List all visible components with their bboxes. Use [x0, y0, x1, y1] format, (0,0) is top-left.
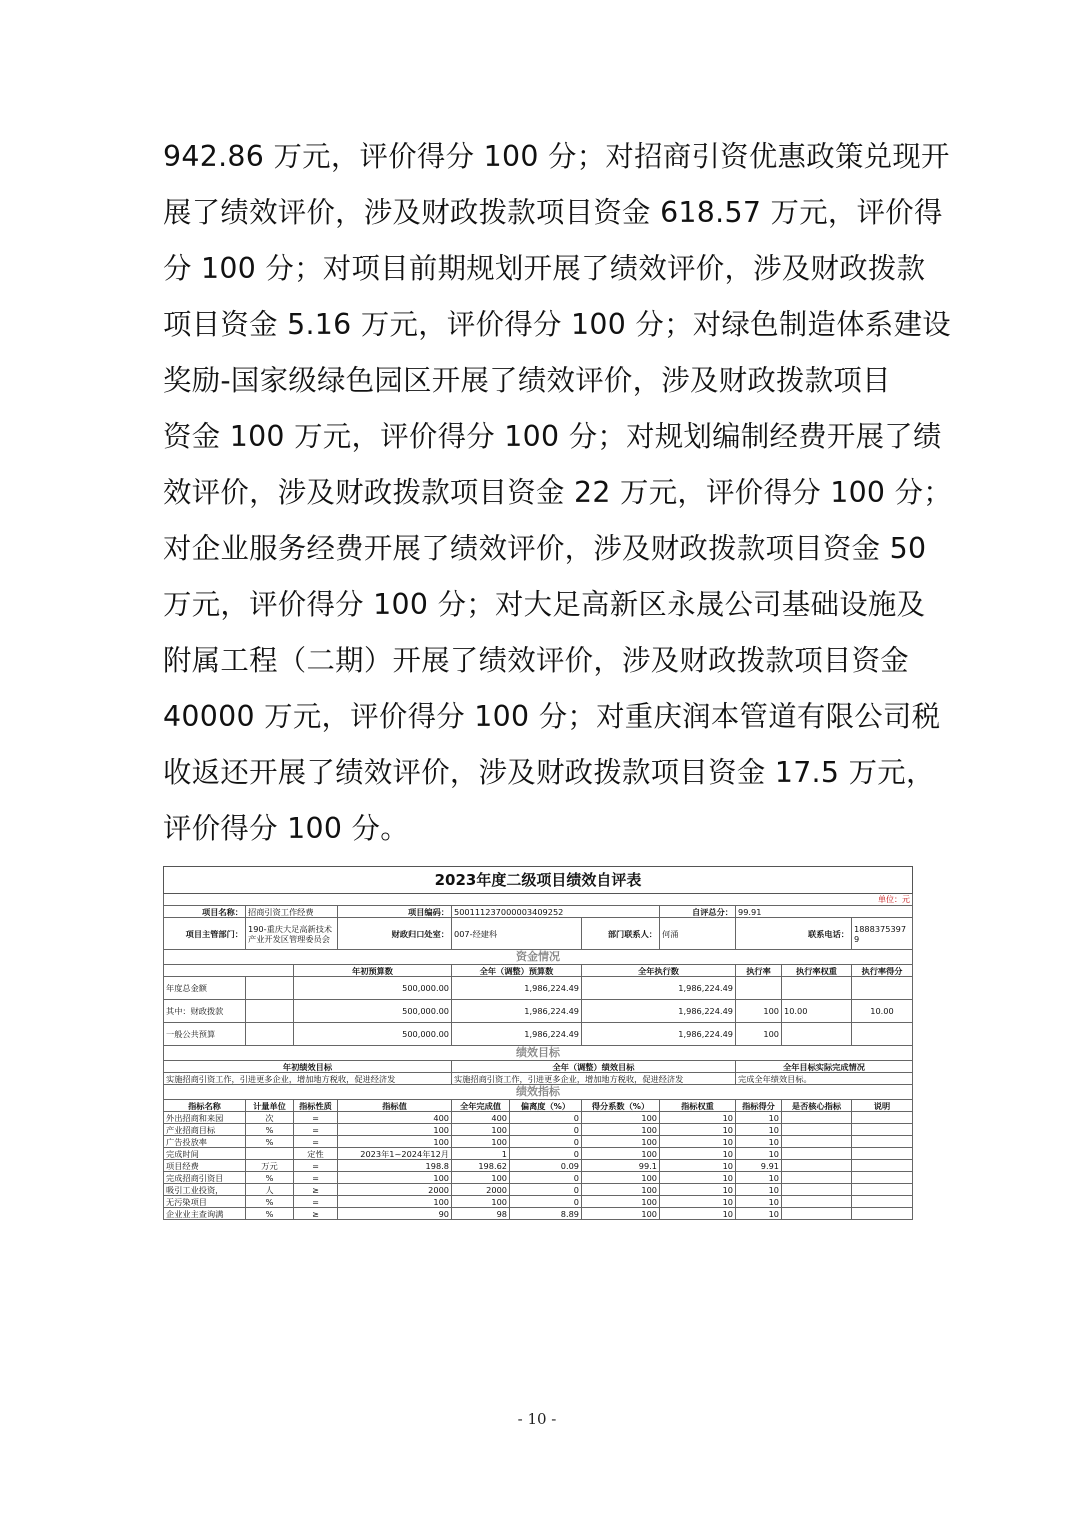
- indicator-cell: =: [294, 1160, 338, 1172]
- ind-header: 得分系数（%）: [582, 1100, 660, 1112]
- indicator-cell: 10: [660, 1208, 736, 1220]
- paragraph-line: 资金 100 万元，评价得分 100 分；对规划编制经费开展了绩: [163, 420, 942, 453]
- indicator-cell: [782, 1136, 852, 1148]
- funds-executed: 1,986,224.49: [582, 977, 736, 1000]
- indicator-cell: [782, 1196, 852, 1208]
- indicators-header-row: [164, 1100, 913, 1112]
- indicator-cell: [782, 1172, 852, 1184]
- indicator-cell: 100: [582, 1172, 660, 1184]
- indicator-cell: 0: [510, 1136, 582, 1148]
- page-number: - 10 -: [517, 1410, 557, 1428]
- indicator-cell: 完成招商引资目: [164, 1172, 246, 1184]
- ind-header: 指标性质: [294, 1100, 338, 1112]
- indicator-cell: [852, 1112, 913, 1124]
- indicator-cell: [782, 1148, 852, 1160]
- indicator-cell: 10: [660, 1160, 736, 1172]
- indicator-cell: 2000: [452, 1184, 510, 1196]
- phone-value: 18883753979: [852, 918, 913, 950]
- indicator-cell: 2023年1~2024年12月: [338, 1148, 452, 1160]
- indicator-cell: 0: [510, 1196, 582, 1208]
- project-name-value: 招商引资工作经费: [246, 906, 338, 918]
- dept-row: [164, 918, 913, 950]
- indicator-row: [164, 1136, 913, 1148]
- ind-header: 计量单位: [246, 1100, 294, 1112]
- indicator-cell: 100: [582, 1208, 660, 1220]
- funds-initial: 500,000.00: [294, 1000, 452, 1023]
- indicator-cell: 100: [452, 1124, 510, 1136]
- indicator-cell: 无污染项目: [164, 1196, 246, 1208]
- funds-executed: 1,986,224.49: [582, 1023, 736, 1046]
- ind-header: 指标值: [338, 1100, 452, 1112]
- indicator-cell: %: [246, 1208, 294, 1220]
- self-evaluation-table: [163, 866, 913, 1220]
- indicator-cell: 人: [246, 1184, 294, 1196]
- indicator-cell: ≥: [294, 1184, 338, 1196]
- indicator-cell: 项目经费: [164, 1160, 246, 1172]
- funds-adjusted: 1,986,224.49: [452, 1000, 582, 1023]
- funds-row: [164, 1000, 913, 1023]
- info-row: [164, 906, 913, 918]
- indicator-cell: [852, 1148, 913, 1160]
- indicator-cell: [852, 1136, 913, 1148]
- indicator-cell: 400: [338, 1112, 452, 1124]
- indicator-cell: 100: [338, 1196, 452, 1208]
- project-name-label: 项目名称：: [164, 906, 246, 918]
- paragraph-line: 收返还开展了绩效评价，涉及财政拨款项目资金 17.5 万元，: [163, 756, 935, 789]
- indicator-cell: 100: [452, 1172, 510, 1184]
- indicator-cell: 10: [660, 1184, 736, 1196]
- finance-label: 财政归口处室：: [338, 918, 452, 950]
- indicator-cell: [852, 1184, 913, 1196]
- indicator-cell: [782, 1160, 852, 1172]
- dept-label: 项目主管部门：: [164, 918, 246, 950]
- indicator-cell: 98: [452, 1208, 510, 1220]
- indicator-cell: ≥: [294, 1208, 338, 1220]
- indicator-row: [164, 1196, 913, 1208]
- indicator-cell: 1: [452, 1148, 510, 1160]
- goals-header: 全年目标实际完成情况: [736, 1061, 913, 1073]
- indicator-cell: 广告投放率: [164, 1136, 246, 1148]
- indicator-cell: [852, 1172, 913, 1184]
- indicator-cell: [782, 1208, 852, 1220]
- funds-header: 执行率: [736, 965, 782, 977]
- indicator-cell: %: [246, 1124, 294, 1136]
- funds-score: [852, 977, 913, 1000]
- paragraph-line: 项目资金 5.16 万元，评价得分 100 分；对绿色制造体系建设: [163, 308, 951, 341]
- indicator-cell: 10: [736, 1172, 782, 1184]
- indicator-cell: [782, 1124, 852, 1136]
- goals-value-row: [164, 1073, 913, 1085]
- contact-value: 何涌: [660, 918, 736, 950]
- paragraph-line: 附属工程（二期）开展了绩效评价，涉及财政拨款项目资金: [163, 644, 909, 677]
- indicator-cell: 9.91: [736, 1160, 782, 1172]
- indicator-row: [164, 1124, 913, 1136]
- indicator-cell: 100: [582, 1148, 660, 1160]
- indicator-cell: 100: [582, 1112, 660, 1124]
- indicator-cell: 10: [736, 1124, 782, 1136]
- funds-adjusted: 1,986,224.49: [452, 1023, 582, 1046]
- indicator-cell: 吸引工业投资，: [164, 1184, 246, 1196]
- finance-value: 007-经建科: [452, 918, 582, 950]
- indicator-cell: 定性: [294, 1148, 338, 1160]
- indicator-cell: 10: [660, 1124, 736, 1136]
- funds-weight: [782, 977, 852, 1000]
- indicator-cell: 90: [338, 1208, 452, 1220]
- paragraph-line: 评价得分 100 分。: [163, 812, 409, 845]
- indicator-row: [164, 1208, 913, 1220]
- paragraph-line: 942.86 万元，评价得分 100 分；对招商引资优惠政策兑现开: [163, 140, 950, 173]
- indicator-cell: 0.09: [510, 1160, 582, 1172]
- indicator-row: [164, 1184, 913, 1196]
- goal-value: 完成全年绩效目标。: [736, 1073, 913, 1085]
- indicator-row: [164, 1148, 913, 1160]
- indicator-cell: %: [246, 1196, 294, 1208]
- indicator-cell: 10: [736, 1196, 782, 1208]
- funds-row: [164, 1023, 913, 1046]
- indicator-cell: 10: [736, 1136, 782, 1148]
- indicator-cell: =: [294, 1112, 338, 1124]
- funds-rate: 100: [736, 1023, 782, 1046]
- goal-value: 实施招商引资工作，引进更多企业，增加地方税收，促进经济发: [452, 1073, 736, 1085]
- self-score-value: 99.91: [736, 906, 913, 918]
- table-title: 2023年度二级项目绩效自评表: [164, 867, 913, 894]
- indicator-cell: 0: [510, 1184, 582, 1196]
- funds-score: [852, 1023, 913, 1046]
- indicators-body: [164, 1112, 913, 1220]
- funds-header: 执行率得分: [852, 965, 913, 977]
- ind-header: 偏离度（%）: [510, 1100, 582, 1112]
- indicator-cell: 99.1: [582, 1160, 660, 1172]
- paragraph-line: 40000 万元，评价得分 100 分；对重庆润本管道有限公司税: [163, 700, 941, 733]
- dept-value: 190-重庆大足高新技术产业开发区管理委员会: [246, 918, 338, 950]
- indicator-cell: 100: [452, 1136, 510, 1148]
- funds-row: [164, 977, 913, 1000]
- indicator-cell: 100: [452, 1196, 510, 1208]
- goal-value: 实施招商引资工作，引进更多企业，增加地方税收，促进经济发: [164, 1073, 452, 1085]
- indicator-cell: 10: [736, 1112, 782, 1124]
- indicator-cell: [852, 1160, 913, 1172]
- phone-label: 联系电话：: [736, 918, 852, 950]
- goals-header: 年初绩效目标: [164, 1061, 452, 1073]
- funds-section-header: 资金情况: [164, 950, 913, 965]
- indicator-cell: 100: [582, 1136, 660, 1148]
- indicator-row: [164, 1172, 913, 1184]
- indicator-cell: %: [246, 1172, 294, 1184]
- paragraph-line: 万元，评价得分 100 分；对大足高新区永晟公司基础设施及: [163, 588, 926, 621]
- funds-weight: [782, 1023, 852, 1046]
- funds-header: 全年（调整）预算数: [452, 965, 582, 977]
- indicator-cell: 10: [660, 1172, 736, 1184]
- indicator-cell: 198.62: [452, 1160, 510, 1172]
- indicator-cell: 0: [510, 1124, 582, 1136]
- indicator-cell: 100: [582, 1184, 660, 1196]
- paragraph-line: 奖励-国家级绿色园区开展了绩效评价，涉及财政拨款项目: [163, 364, 891, 397]
- funds-initial: 500,000.00: [294, 1023, 452, 1046]
- ind-header: 指标权重: [660, 1100, 736, 1112]
- indicator-cell: 100: [338, 1172, 452, 1184]
- indicator-cell: [782, 1184, 852, 1196]
- indicator-cell: [782, 1112, 852, 1124]
- self-score-label: 自评总分：: [660, 906, 736, 918]
- project-code-value: 500111237000003409252: [452, 906, 660, 918]
- body-paragraph: [163, 129, 952, 857]
- indicator-cell: 10: [660, 1136, 736, 1148]
- indicator-cell: 10: [736, 1208, 782, 1220]
- indicator-cell: =: [294, 1136, 338, 1148]
- indicator-cell: 10: [736, 1148, 782, 1160]
- paragraph-line: 展了绩效评价，涉及财政拨款项目资金 618.57 万元，评价得: [163, 196, 943, 229]
- funds-initial: 500,000.00: [294, 977, 452, 1000]
- funds-header: 年初预算数: [294, 965, 452, 977]
- goals-header-row: [164, 1061, 913, 1073]
- indicator-cell: 外出招商和来园: [164, 1112, 246, 1124]
- funds-header: 执行率权重: [782, 965, 852, 977]
- funds-row-label: 年度总金额: [164, 977, 246, 1000]
- indicator-cell: 0: [510, 1112, 582, 1124]
- indicator-cell: =: [294, 1196, 338, 1208]
- indicator-cell: 10: [660, 1148, 736, 1160]
- indicator-cell: [246, 1148, 294, 1160]
- funds-adjusted: 1,986,224.49: [452, 977, 582, 1000]
- ind-header: 指标得分: [736, 1100, 782, 1112]
- ind-header: 指标名称: [164, 1100, 246, 1112]
- indicator-cell: [852, 1208, 913, 1220]
- contact-label: 部门联系人：: [582, 918, 660, 950]
- paragraph-line: 效评价，涉及财政拨款项目资金 22 万元，评价得分 100 分；: [163, 476, 952, 509]
- indicator-cell: %: [246, 1136, 294, 1148]
- indicator-cell: 万元: [246, 1160, 294, 1172]
- ind-header: 说明: [852, 1100, 913, 1112]
- indicator-cell: 10: [660, 1196, 736, 1208]
- indicator-cell: 0: [510, 1172, 582, 1184]
- funds-executed: 1,986,224.49: [582, 1000, 736, 1023]
- indicators-section-header: 绩效指标: [164, 1085, 913, 1100]
- funds-row-label: 其中：财政拨款: [164, 1000, 246, 1023]
- indicator-cell: 100: [582, 1124, 660, 1136]
- indicator-cell: 100: [338, 1136, 452, 1148]
- indicator-row: [164, 1160, 913, 1172]
- indicator-cell: 0: [510, 1148, 582, 1160]
- indicator-cell: 次: [246, 1112, 294, 1124]
- funds-rate: [736, 977, 782, 1000]
- funds-row-label: 一般公共预算: [164, 1023, 246, 1046]
- unit-label: 单位：元: [164, 894, 913, 906]
- ind-header: 是否核心指标: [782, 1100, 852, 1112]
- indicator-cell: 8.89: [510, 1208, 582, 1220]
- indicator-cell: 10: [660, 1112, 736, 1124]
- indicator-cell: =: [294, 1124, 338, 1136]
- indicator-cell: 企业业主查询满: [164, 1208, 246, 1220]
- indicator-cell: 198.8: [338, 1160, 452, 1172]
- ind-header: 全年完成值: [452, 1100, 510, 1112]
- indicator-cell: =: [294, 1172, 338, 1184]
- indicator-cell: 完成时间: [164, 1148, 246, 1160]
- indicator-cell: 10: [736, 1184, 782, 1196]
- indicator-cell: 产业招商目标: [164, 1124, 246, 1136]
- indicator-cell: 100: [582, 1196, 660, 1208]
- paragraph-line: 对企业服务经费开展了绩效评价，涉及财政拨款项目资金 50: [163, 532, 927, 565]
- indicator-cell: 2000: [338, 1184, 452, 1196]
- indicator-row: [164, 1112, 913, 1124]
- goals-header: 全年（调整）绩效目标: [452, 1061, 736, 1073]
- funds-header-row: [164, 965, 913, 977]
- funds-rate: 100: [736, 1000, 782, 1023]
- indicator-cell: [852, 1196, 913, 1208]
- indicator-cell: 100: [338, 1124, 452, 1136]
- goals-section-header: 绩效目标: [164, 1046, 913, 1061]
- paragraph-line: 分 100 分；对项目前期规划开展了绩效评价，涉及财政拨款: [163, 252, 926, 285]
- funds-weight: 10.00: [782, 1000, 852, 1023]
- funds-score: 10.00: [852, 1000, 913, 1023]
- indicator-cell: 400: [452, 1112, 510, 1124]
- indicator-cell: [852, 1124, 913, 1136]
- project-code-label: 项目编码：: [338, 906, 452, 918]
- funds-header: 全年执行数: [582, 965, 736, 977]
